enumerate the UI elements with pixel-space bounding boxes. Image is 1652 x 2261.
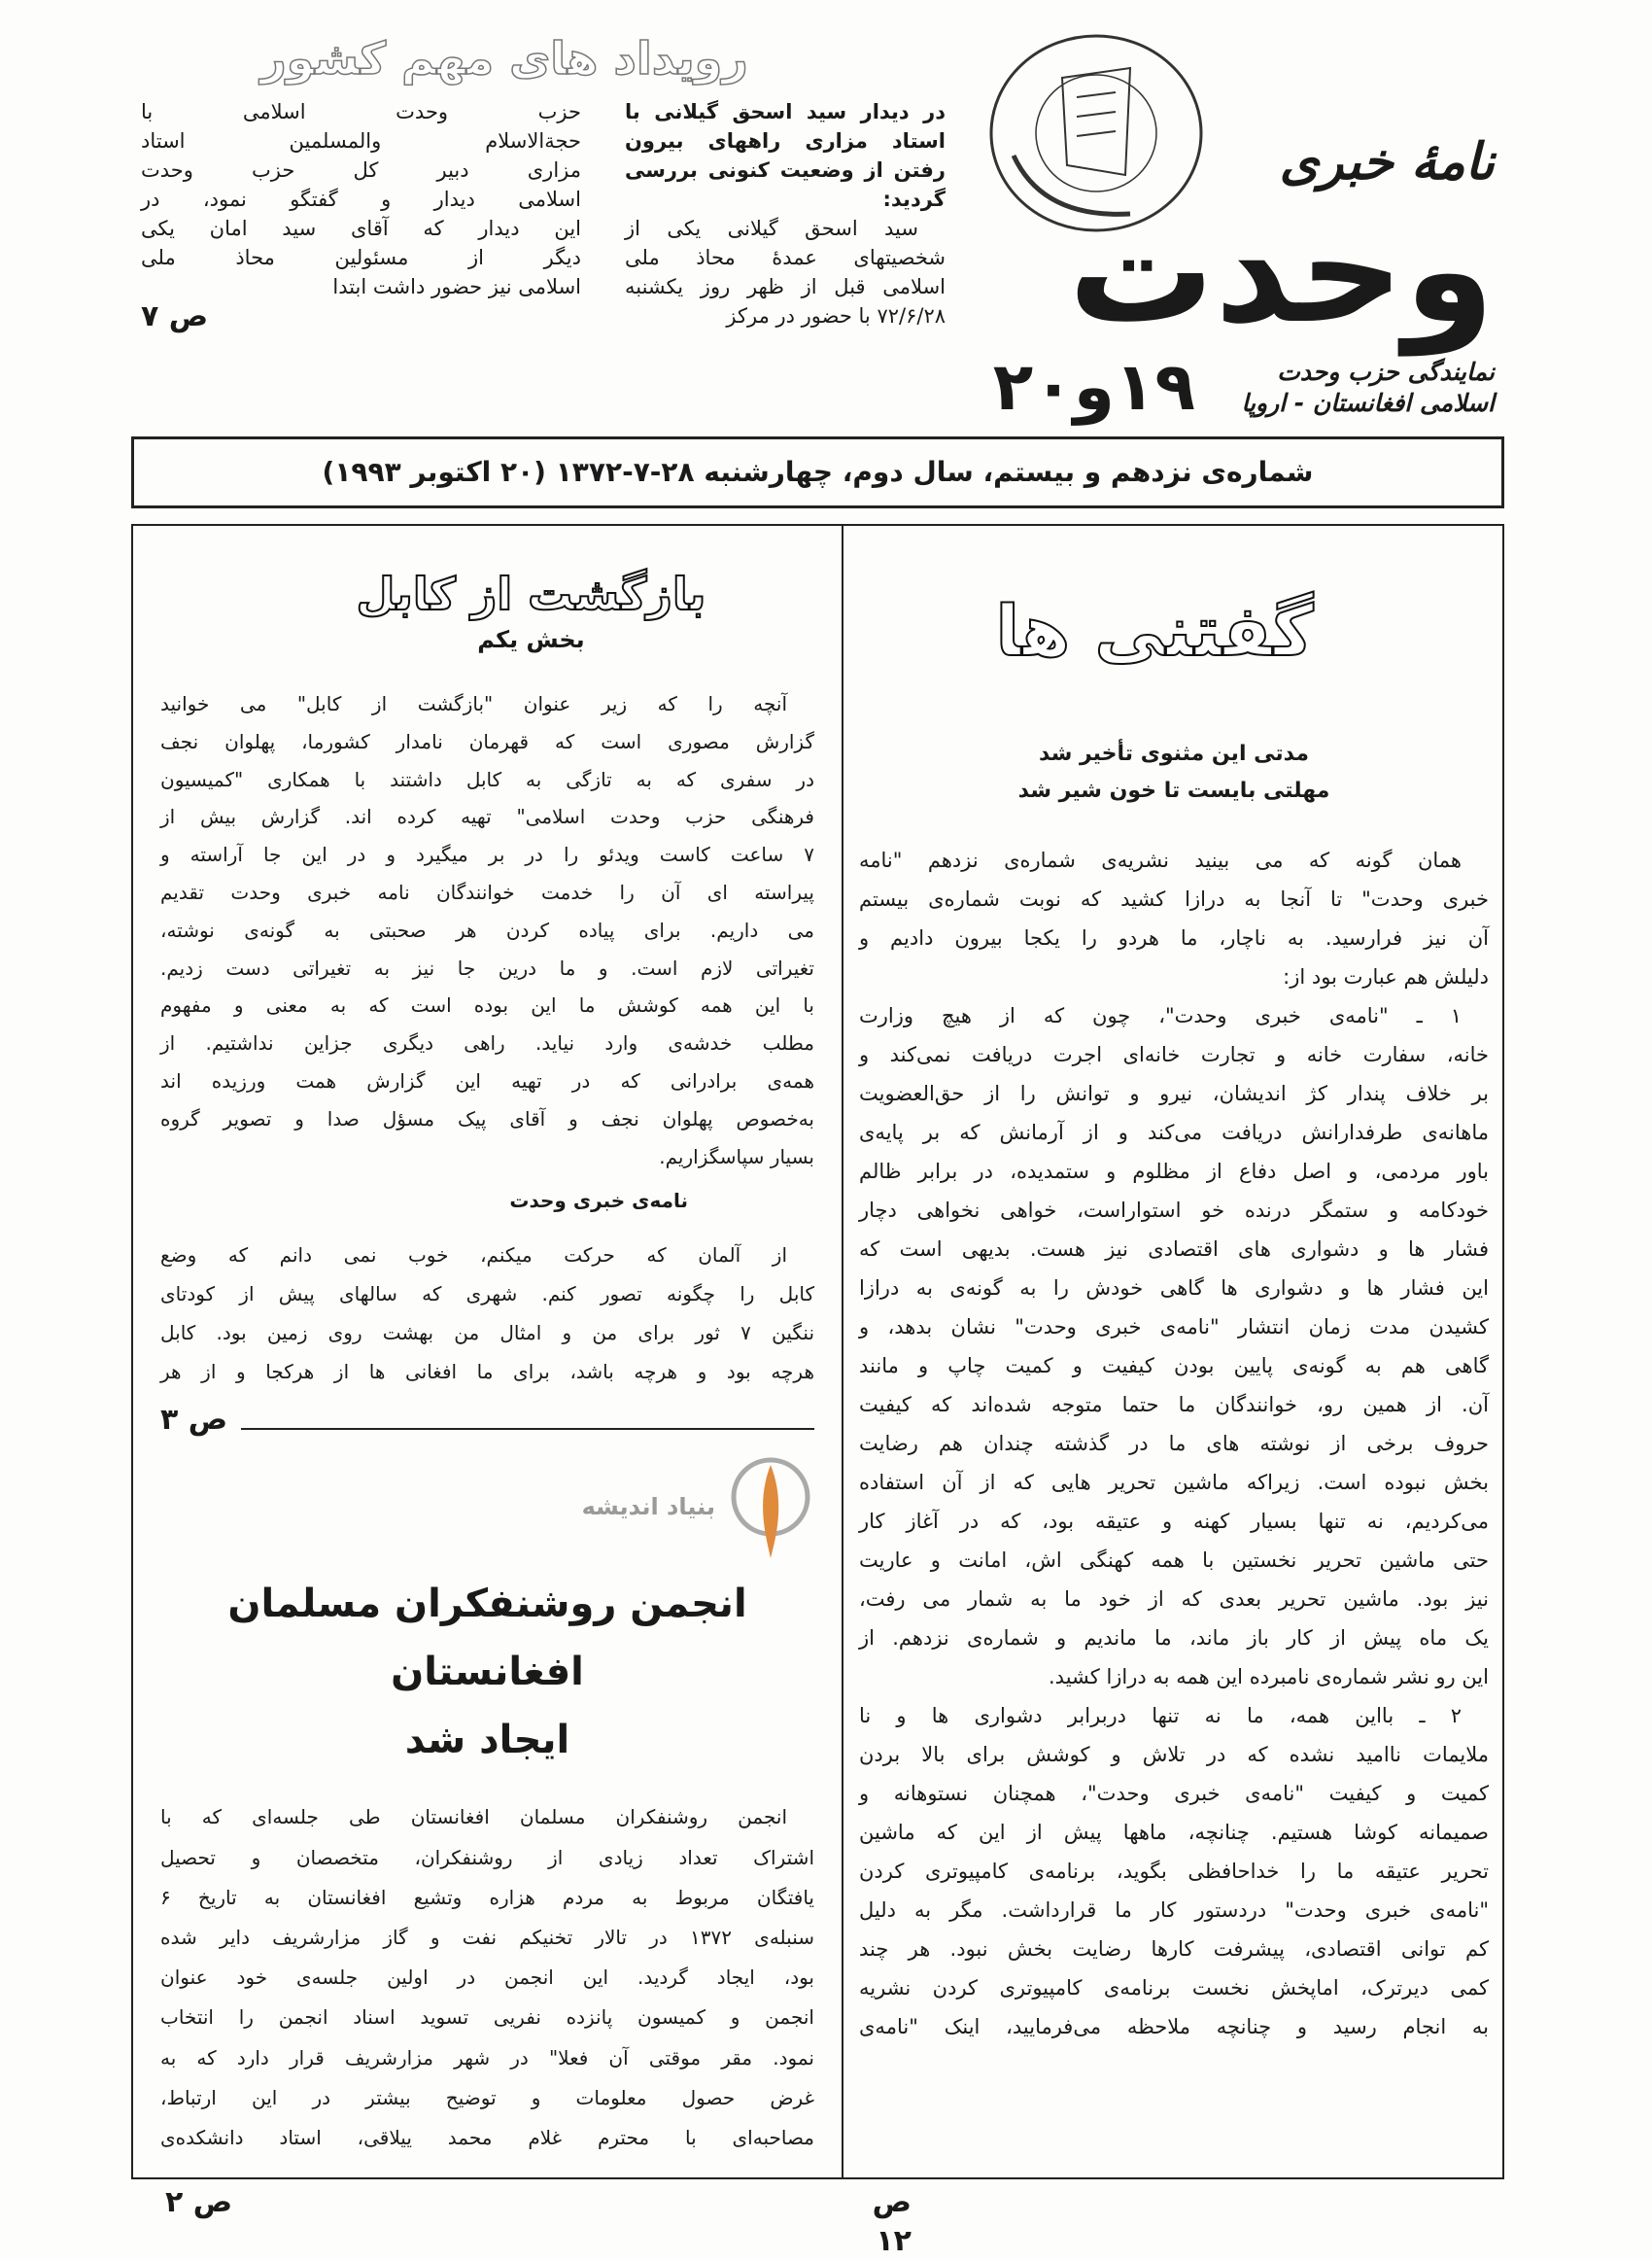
editorial-body bbox=[859, 841, 1489, 2046]
kabul-article-intro bbox=[160, 685, 814, 1175]
text-line: رفتن از وضعیت کنونی بررسی bbox=[625, 158, 946, 182]
text-line: تغیراتی لازم است. و ما درین جا نیز به تغیراتی دست زدیم. bbox=[160, 956, 814, 980]
text-line: حجة‌الاسلام والمسلمین استاد bbox=[141, 129, 581, 153]
left-column bbox=[133, 526, 842, 2177]
text-line: همه‌ی برادرانی که در تهیه این گزارش همت ورزیده اند bbox=[160, 1068, 814, 1093]
text-line: می داریم. برای پیاده کردن هر صحبتی به گونه‌ی نوشته، bbox=[160, 918, 814, 942]
text-line: تحریر عتیقه ما را خداحافظی بگوید، برنامه‌ی کامپیوتری کردن bbox=[859, 1860, 1489, 1883]
header bbox=[131, 29, 1504, 427]
dateline-box bbox=[131, 436, 1504, 508]
text-line: شخصیتهای عمدهٔ محاذ ملی bbox=[625, 246, 946, 269]
newspaper-page bbox=[131, 0, 1504, 2261]
text-line: ملایمات ناامید نشده که در تلاش و کوشش برای بالا بردن bbox=[859, 1743, 1489, 1766]
news-section-title: رویداد های مهم کشور bbox=[260, 32, 748, 85]
text-line: در سفری که به تازگی به کابل داشتند با همکاری "کمیسیون bbox=[160, 767, 814, 791]
text-line: پیراسته ای آن را خدمت خوانندگان نامه خبری وحدت تقدیم bbox=[160, 880, 814, 904]
text-line: می‌کردیم، نه تنها بسیار کهنه و عتیقه بود، که در آغاز کار bbox=[859, 1510, 1489, 1533]
text-line: خانه، سفارت خانه و تجارت خانه‌ای اجرت دریافت نمی‌کند و bbox=[859, 1043, 1489, 1066]
text-line: ۱ ـ "نامه‌ی خبری وحدت"، چون که از هیچ وزارت bbox=[859, 1004, 1462, 1027]
dateline: شماره‌ی نزدهم و بیستم، سال دوم، چهارشنبه ۲۸-۷-۱۳۷۲ (۲۰ اکتوبر ۱۹۹۳) bbox=[322, 456, 1314, 488]
text-line: این دیدار که آقای سید امان یکی bbox=[141, 217, 581, 240]
text-line: فشار ها و دشواری های اقتصادی نیز هست. بدیهی است که bbox=[859, 1237, 1489, 1261]
text-line: کمیت و کیفیت "نامه‌ی خبری وحدت"، همچنان نستوهانه و bbox=[859, 1782, 1489, 1805]
text-line: گاهی هم به گونه‌ی پایین بودن کیفیت و کمیت چاپ و مانند bbox=[859, 1354, 1489, 1377]
text-line: یافتگان مربوط به مردم هزاره وتشیع افغانستان به تاریخ ۶ bbox=[160, 1885, 814, 1909]
text-line: کمی دیرترک، اماپخش نخست برنامه‌ی کامپیوتری کردن نشریه bbox=[859, 1976, 1489, 2000]
text-line: اسلامی دیدار و گفتگو نمود، در bbox=[141, 188, 581, 211]
text-line: انجمن روشنفکران مسلمان افغانستان طی جلسه‌ای که با bbox=[160, 1805, 787, 1829]
text-line: از آلمان که حرکت میکنم، خوب نمی دانم که وضع bbox=[160, 1243, 787, 1268]
content-box bbox=[131, 524, 1504, 2179]
text-line: باور مردمی، و اصل دفاع از مظلوم و ستمدیده، در برابر ظالم bbox=[859, 1160, 1489, 1183]
news-left-column bbox=[141, 97, 581, 334]
text-line: هرچه بود و هرچه باشد، برای ما افغانی ها از هرکجا و از هر bbox=[160, 1360, 814, 1384]
kabul-article-title: بازگشت از کابل bbox=[356, 568, 706, 620]
verse-line: مهلتی بایست تا خون شیر شد bbox=[1017, 779, 1330, 803]
watermark-text: بنیاد اندیشه bbox=[581, 1493, 715, 1521]
text-line: آنچه را که زیر عنوان "بازگشت از کابل" می خوانید bbox=[160, 692, 787, 715]
text-line: بخش نبوده است. زیراکه ماشین تحریر هایی که از آن استفاده bbox=[859, 1471, 1489, 1494]
text-line: نمود. مقر موقتی آن فعلا" در شهر مزارشریف قرار دارد که به bbox=[160, 2045, 814, 2070]
text-line: گردید: bbox=[882, 188, 946, 211]
masthead bbox=[946, 29, 1504, 427]
verse-line: مدتی این مثنوی تأخیر شد bbox=[1038, 742, 1309, 766]
text-line: مزاری دبیر کل حزب وحدت bbox=[141, 158, 581, 182]
text-line: حروف برخی از نوشته های ما در گذشته چندان هم رضایت bbox=[859, 1432, 1489, 1455]
masthead-title: وحدت bbox=[1068, 187, 1495, 356]
issue-numbers: ۱۹و۲۰ bbox=[992, 349, 1195, 426]
text-line: آن. از همین رو، خوانندگان ما حتما متوجه شده‌اند که کیفیت bbox=[859, 1393, 1489, 1416]
text-line: ننگین ۷ ثور برای من و امثال من بهشت روی زمین بود. کابل bbox=[160, 1321, 815, 1345]
text-line: حتی ماشین تحریر نخستین با همه کهنگی اش، امانت و عاریت bbox=[859, 1548, 1489, 1572]
page-ref-12: ص ۱۲ bbox=[872, 2185, 912, 2259]
continuation-row bbox=[160, 1401, 814, 1440]
text-line: "نامه‌ی خبری وحدت" دردستور کار ما قرارداشت. مگر به دلیل bbox=[859, 1898, 1489, 1922]
text-line: همان گونه که می بینید نشریه‌ی شماره‌ی نزدهم "نامه bbox=[859, 849, 1462, 872]
news-columns bbox=[141, 97, 946, 334]
text-line: سنبله‌ی ۱۳۷۲ در تالار تخنیکم نفت و گاز مزارشریف دایر شده bbox=[160, 1925, 814, 1949]
association-article-body bbox=[160, 1797, 814, 2158]
text-line: اسلامی قبل از ظهر روز یکشنبه bbox=[625, 275, 946, 298]
watermark bbox=[160, 1453, 814, 1560]
association-article-title bbox=[160, 1570, 814, 1774]
text-line: کابل را چگونه تصور کنم. شهری که سالهای پیش از کودتای bbox=[160, 1282, 814, 1306]
text-line: اشتراک تعداد زیادی از روشنفکران، متخصصان و تحصیل bbox=[160, 1845, 814, 1869]
text-line: این فشار ها و دشواری ها گاهی خودش را به گونه‌ی به درازا bbox=[859, 1276, 1489, 1300]
editorial-verse bbox=[859, 736, 1489, 810]
text-line: ماهانه‌ی طرفدارانش دریافت می‌کند و از آرمانش که بر پایه‌ی bbox=[859, 1121, 1489, 1144]
text-line: انجمن و کمیسون پانزده نفریی تسوید اسناد انجمن را انتخاب bbox=[160, 2005, 814, 2030]
kabul-article-subtitle: بخش یکم bbox=[477, 626, 585, 653]
masthead-subtitle: نمایندگی حزب وحدت اسلامی افغانستان - اروپا bbox=[1241, 358, 1495, 417]
text-line: کم توانی اقتصادی، پیشرفت کارها رضایت بخش نبود. هر چند bbox=[859, 1937, 1489, 1961]
footer bbox=[131, 2183, 1504, 2261]
page-ref-7: ص ۷ bbox=[141, 299, 209, 333]
text-line: خبری وحدت" تا آنجا به درازا کشید که نوبت شماره‌ی بیستم bbox=[859, 887, 1489, 911]
text-line: ۷۲/۶/۲۸ با حضور در مرکز bbox=[726, 304, 946, 328]
text-line: مصاحبه‌ای با محترم غلام محمد ییلاقی، استاد دانشکده‌ی bbox=[160, 2125, 814, 2149]
text-line: گزارش مصوری است که قهرمان نامدار کشورما، پهلوان نجف bbox=[160, 729, 814, 753]
text-line: مطلب خدشه‌ی وارد نیاید. راهی دیگری جزاین نداشتیم. از bbox=[160, 1031, 814, 1056]
text-line: با این همه کوشش ما این بوده است که به معنی و مفهوم bbox=[160, 993, 814, 1018]
text-line: دلیلش هم عبارت بود از: bbox=[1283, 965, 1489, 989]
title-line: انجمن روشنفکران مسلمان افغانستان bbox=[227, 1582, 747, 1695]
text-line: اسلامی نیز حضور داشت ابتدا bbox=[332, 275, 581, 298]
text-line: غرض حصول معلومات و توضیح بیشتر در این ارتباط، bbox=[160, 2085, 814, 2109]
text-line: به انجام رسید و چنانچه ملاحظه می‌فرمایید، اینک "نامه‌ی bbox=[859, 2015, 1489, 2038]
masthead-subtitle-row bbox=[946, 349, 1504, 427]
kabul-article-body bbox=[160, 1235, 814, 1391]
text-line: خودکامه و ستمگر درنده خو استواراست، خواهی نخواهی دچار bbox=[859, 1199, 1489, 1222]
text-line: این رو نشر شماره‌ی نامبرده این همه به درازا کشید. bbox=[1049, 1665, 1489, 1688]
text-line: به‌خصوص پهلوان نجف و آقای پیک مسؤل صدا و تصویر گروه bbox=[160, 1106, 814, 1130]
news-middle-column bbox=[625, 97, 946, 334]
text-line: بر خلاف پندار کژ اندیشان، نیرو و توانش را از حق‌العضویت bbox=[859, 1082, 1489, 1105]
masthead-pretitle: نامهٔ خبری bbox=[1279, 133, 1495, 191]
text-line: سید اسحق گیلانی یکی از bbox=[625, 217, 918, 240]
text-line: کشیدن مدت زمان انتشار "نامه‌ی خبری وحدت" نشان بدهد، و bbox=[859, 1315, 1489, 1339]
text-line: نیز بود. ماشین تحریر بعدی که از خود ما به شمار می رفت، bbox=[859, 1587, 1489, 1611]
text-line: حزب وحدت اسلامی با bbox=[141, 100, 581, 123]
continuation-rule bbox=[241, 1428, 814, 1430]
watermark-logo bbox=[727, 1453, 814, 1560]
text-line: استاد مزاری راههای بیرون bbox=[625, 129, 946, 153]
editorial-title: گفتنی ها bbox=[995, 590, 1314, 672]
text-line: ۷ ساعت کاست ویدئو را در بر میگیرد و در این جا آراسته و bbox=[160, 843, 814, 867]
text-line: بسیار سپاسگزاریم. bbox=[659, 1144, 814, 1168]
text-line: فرهنگی حزب وحدت اسلامی" تهیه کرده اند. گزارش بیش از bbox=[160, 805, 814, 829]
text-line: در دیدار سید اسحق گیلانی با bbox=[625, 100, 946, 123]
news-section bbox=[131, 29, 946, 334]
editorial-column bbox=[842, 526, 1502, 2177]
page-ref-3: ص ۳ bbox=[160, 1403, 228, 1438]
kabul-article-signature: نامه‌ی خبری وحدت bbox=[509, 1189, 688, 1213]
text-line: آن نیز فرارسید. به ناچار، ما هردو را یکجا بیرون دادیم و bbox=[859, 926, 1489, 950]
text-line: دیگر از مسئولین محاذ ملی bbox=[141, 246, 581, 269]
text-line: بود، ایجاد گردید. این انجمن در اولین جلسه‌ی خود عنوان bbox=[160, 1965, 814, 1990]
text-line: ۲ ـ بااین همه، ما نه تنها دربرابر دشواری ها و نا bbox=[859, 1704, 1462, 1727]
title-line: ایجاد شد bbox=[404, 1718, 570, 1763]
text-line: یک ماه پیش از کار باز ماند، ما ماندیم و شماره‌ی نزدهم. از bbox=[859, 1626, 1489, 1650]
page-ref-2: ص ۲ bbox=[165, 2185, 233, 2220]
text-line: صمیمانه کوشا هستیم. چنانچه، ماهها پیش از این که ماشین bbox=[859, 1821, 1489, 1844]
